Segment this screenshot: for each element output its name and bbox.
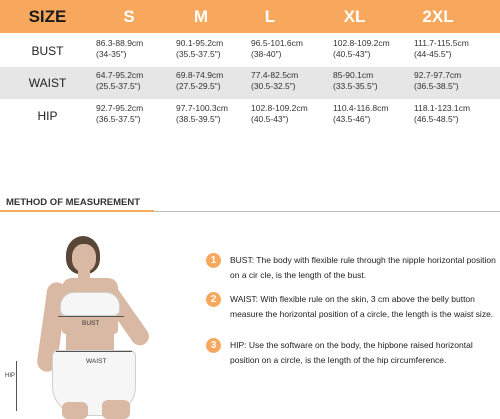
cell-hip-xl: 110.4-116.8cm (43.5-46") xyxy=(333,103,389,124)
cell-bust-s: 86.3-88.9cm (34-35") xyxy=(96,38,144,59)
header-s: S xyxy=(123,7,135,26)
header-2xl: 2XL xyxy=(422,7,454,26)
step-number-1: 1 xyxy=(206,253,221,268)
row-label-waist: WAIST xyxy=(28,76,67,90)
section-divider xyxy=(154,211,500,212)
cell-waist-2xl: 92.7-97.7cm (36.5-38.5") xyxy=(414,70,462,91)
header-xl: XL xyxy=(343,7,366,26)
cell-waist-s: 64.7-95.2cm (25.5-37.5") xyxy=(96,70,144,91)
table-row-waist xyxy=(0,67,500,99)
cell-bust-xl: 102.8-109.2cm (40.5-43") xyxy=(333,38,390,59)
method-title-underline xyxy=(0,210,154,212)
cell-hip-l: 102.8-109.2cm (40.5-43") xyxy=(251,103,308,124)
model-figure xyxy=(12,230,182,419)
row-label-bust: BUST xyxy=(31,44,64,58)
left-leg xyxy=(62,402,88,419)
cell-bust-m: 90.1-95.2cm (35.5-37.5") xyxy=(176,38,224,59)
instruction-text-bust: BUST: The body with flexible rule through the nipple horizontal position on a cir cle, is the length of the bust. xyxy=(230,255,496,280)
instruction-text-hip: HIP: Use the software on the body, the hipbone raised horizontal position on a circle, is the length of the hip circumference. xyxy=(230,340,473,365)
bikini-top xyxy=(60,292,120,316)
cell-hip-2xl: 118.1-123.1cm (46.5-48.5") xyxy=(414,103,471,124)
cell-waist-xl: 85-90.1cm (33.5-35.5") xyxy=(333,70,378,91)
figure-label-waist: WAIST xyxy=(86,358,107,365)
cell-waist-l: 77.4-82.5cm (30.5-32.5") xyxy=(251,70,299,91)
figure-label-hip: HIP xyxy=(5,373,16,379)
instruction-hip xyxy=(206,338,496,370)
cell-waist-m: 69.8-74.9cm (27.5-29.5") xyxy=(176,70,224,91)
cell-hip-m: 97.7-100.3cm (38.5-39.5") xyxy=(176,103,228,124)
instruction-text-waist: WAIST: With flexible rule on the skin, 3 cm above the belly button measure the horizontal position of a circle, the length is the waist size. xyxy=(230,294,494,319)
step-number-2: 2 xyxy=(206,292,221,307)
step-number-3: 3 xyxy=(206,338,221,353)
header-m: M xyxy=(193,7,209,26)
waist-measure-line xyxy=(56,351,132,352)
table-row-bust xyxy=(0,35,500,67)
instruction-waist xyxy=(206,292,496,336)
cell-hip-s: 92.7-95.2cm (36.5-37.5") xyxy=(96,103,144,124)
method-title: METHOD OF MEASUREMENT xyxy=(6,197,141,208)
cell-bust-2xl: 111.7-115.5cm (44-45.5") xyxy=(414,38,469,59)
header-l: L xyxy=(264,7,276,26)
table-row-hip xyxy=(0,100,500,132)
bust-measure-line xyxy=(58,316,124,317)
table-header-row xyxy=(0,0,500,33)
hip-measure-line xyxy=(16,361,17,411)
figure-label-bust: BUST xyxy=(82,320,100,327)
header-size: SIZE xyxy=(28,7,67,26)
right-leg xyxy=(102,400,130,419)
row-label-hip: HIP xyxy=(37,109,58,123)
instruction-bust xyxy=(206,253,496,285)
cell-bust-l: 96.5-101.6cm (38-40") xyxy=(251,38,303,59)
